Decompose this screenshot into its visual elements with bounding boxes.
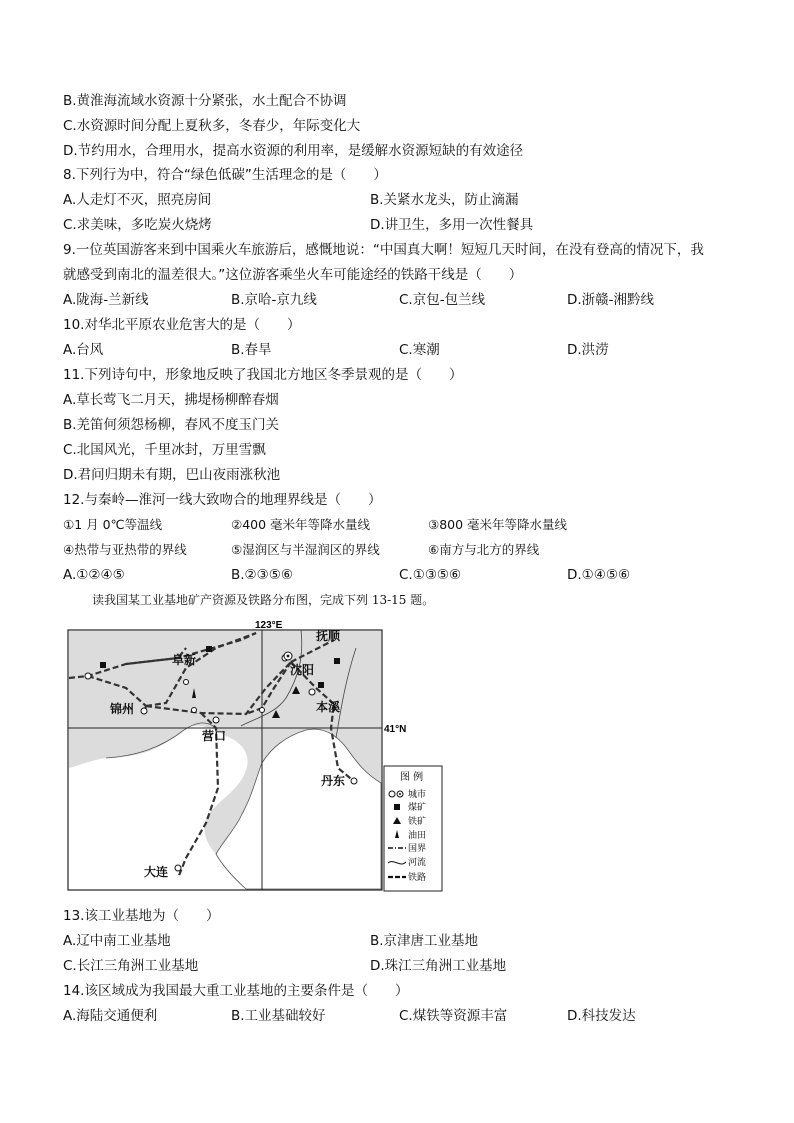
legend-border: 国界 bbox=[408, 844, 427, 854]
city-jinzhou: 锦州 bbox=[110, 702, 135, 716]
question-9-line2: 就感受到南北的温差很大。”这位游客乘坐火车可能途经的铁路干线是（ ） bbox=[63, 267, 523, 283]
legend-oil: 油田 bbox=[408, 831, 427, 841]
q11-option-c: C.北国风光，千里冰封，万里雪飘 bbox=[63, 442, 266, 458]
q13-option-a: A.辽中南工业基地 bbox=[63, 933, 171, 949]
q12-item-2: ②400 毫米年等降水量线 bbox=[231, 517, 371, 532]
q8-option-b: B.关紧水龙头，防止滴漏 bbox=[370, 192, 519, 208]
q13-option-b: B.京津唐工业基地 bbox=[370, 933, 479, 949]
question-8: 8.下列行为中，符合“绿色低碳”生活理念的是（ ） bbox=[63, 167, 387, 183]
q9-option-a: A.陇海-兰新线 bbox=[63, 292, 149, 308]
q9-option-d: D.浙赣-湘黔线 bbox=[567, 292, 655, 308]
q7-option-c: C.水资源时间分配上夏秋多，冬春少，年际变化大 bbox=[63, 118, 361, 134]
q14-option-a: A.海陆交通便利 bbox=[63, 1008, 158, 1024]
map-intro-text: 读我国某工业基地矿产资源及铁路分布图，完成下列 13-15 题。 bbox=[92, 593, 435, 607]
q11-option-b: B.羌笛何须怨杨柳，春风不度玉门关 bbox=[63, 417, 280, 433]
q7-option-b: B.黄淮海流域水资源十分紧张，水土配合不协调 bbox=[63, 93, 347, 109]
question-11: 11.下列诗句中，形象地反映了我国北方地区冬季景观的是（ ） bbox=[63, 367, 463, 383]
city-dandong: 丹东 bbox=[321, 774, 346, 788]
question-9-line1: 9.一位英国游客来到中国乘火车旅游后，感慨地说：“中国真大啊！短短几天时间，在没有登高的情况下，我 bbox=[63, 242, 704, 258]
legend-title: 图 例 bbox=[400, 772, 424, 783]
question-14: 14.该区域成为我国最大重工业基地的主要条件是（ ） bbox=[63, 983, 409, 999]
legend-city: 城市 bbox=[408, 790, 427, 800]
city-dalian: 大连 bbox=[144, 865, 169, 879]
q12-item-6: ⑥南方与北方的界线 bbox=[428, 542, 540, 557]
q8-option-c: C.求美味，多吃炭火烧烤 bbox=[63, 217, 212, 233]
q12-item-3: ③800 毫米年等降水量线 bbox=[428, 517, 568, 532]
q7-option-d: D.节约用水，合理用水，提高水资源的利用率，是缓解水资源短缺的有效途径 bbox=[63, 143, 524, 159]
city-fushun: 抚顺 bbox=[316, 629, 341, 643]
latitude-label: 41°N bbox=[384, 724, 407, 735]
q8-option-d: D.讲卫生，多用一次性餐具 bbox=[370, 217, 534, 233]
question-10: 10.对华北平原农业危害大的是（ ） bbox=[63, 317, 301, 333]
q9-option-b: B.京哈-京九线 bbox=[231, 292, 317, 308]
q12-item-4: ④热带与亚热带的界线 bbox=[63, 542, 187, 557]
q9-option-c: C.京包-包兰线 bbox=[399, 292, 486, 308]
city-benxi: 本溪 bbox=[316, 700, 341, 714]
question-12: 12.与秦岭—淮河一线大致吻合的地理界线是（ ） bbox=[63, 492, 382, 508]
legend-coal: 煤矿 bbox=[408, 803, 427, 813]
legend-river: 河流 bbox=[408, 858, 427, 868]
q10-option-b: B.春旱 bbox=[231, 342, 272, 358]
q13-option-d: D.珠江三角洲工业基地 bbox=[370, 958, 507, 974]
city-yingkou: 营口 bbox=[202, 729, 227, 743]
longitude-label: 123°E bbox=[255, 620, 283, 631]
q12-option-a: A.①②④⑤ bbox=[63, 567, 125, 583]
q14-option-b: B.工业基础较好 bbox=[231, 1008, 326, 1024]
q10-option-d: D.洪涝 bbox=[567, 342, 609, 358]
q13-option-c: C.长江三角洲工业基地 bbox=[63, 958, 199, 974]
q12-option-b: B.②③⑤⑥ bbox=[231, 567, 293, 583]
industrial-base-map bbox=[66, 618, 446, 893]
q11-option-d: D.君问归期未有期，巴山夜雨涨秋池 bbox=[63, 467, 281, 483]
q12-option-c: C.①③⑤⑥ bbox=[399, 567, 462, 583]
q12-item-1: ①1 月 0℃等温线 bbox=[63, 517, 163, 532]
city-fuxin: 阜新 bbox=[172, 653, 197, 667]
q12-option-d: D.①④⑤⑥ bbox=[567, 567, 631, 583]
legend-iron: 铁矿 bbox=[408, 817, 427, 827]
q10-option-c: C.寒潮 bbox=[399, 342, 440, 358]
legend-railway: 铁路 bbox=[408, 873, 427, 883]
question-13: 13.该工业基地为（ ） bbox=[63, 908, 220, 924]
q14-option-c: C.煤铁等资源丰富 bbox=[399, 1008, 508, 1024]
q10-option-a: A.台风 bbox=[63, 342, 104, 358]
q12-item-5: ⑤湿润区与半湿润区的界线 bbox=[231, 542, 380, 557]
q11-option-a: A.草长莺飞二月天，拂堤杨柳醉春烟 bbox=[63, 392, 279, 408]
map-legend bbox=[384, 766, 442, 891]
city-shenyang: 沈阳 bbox=[290, 663, 315, 677]
q14-option-d: D.科技发达 bbox=[567, 1008, 636, 1024]
q8-option-a: A.人走灯不灭，照亮房间 bbox=[63, 192, 212, 208]
